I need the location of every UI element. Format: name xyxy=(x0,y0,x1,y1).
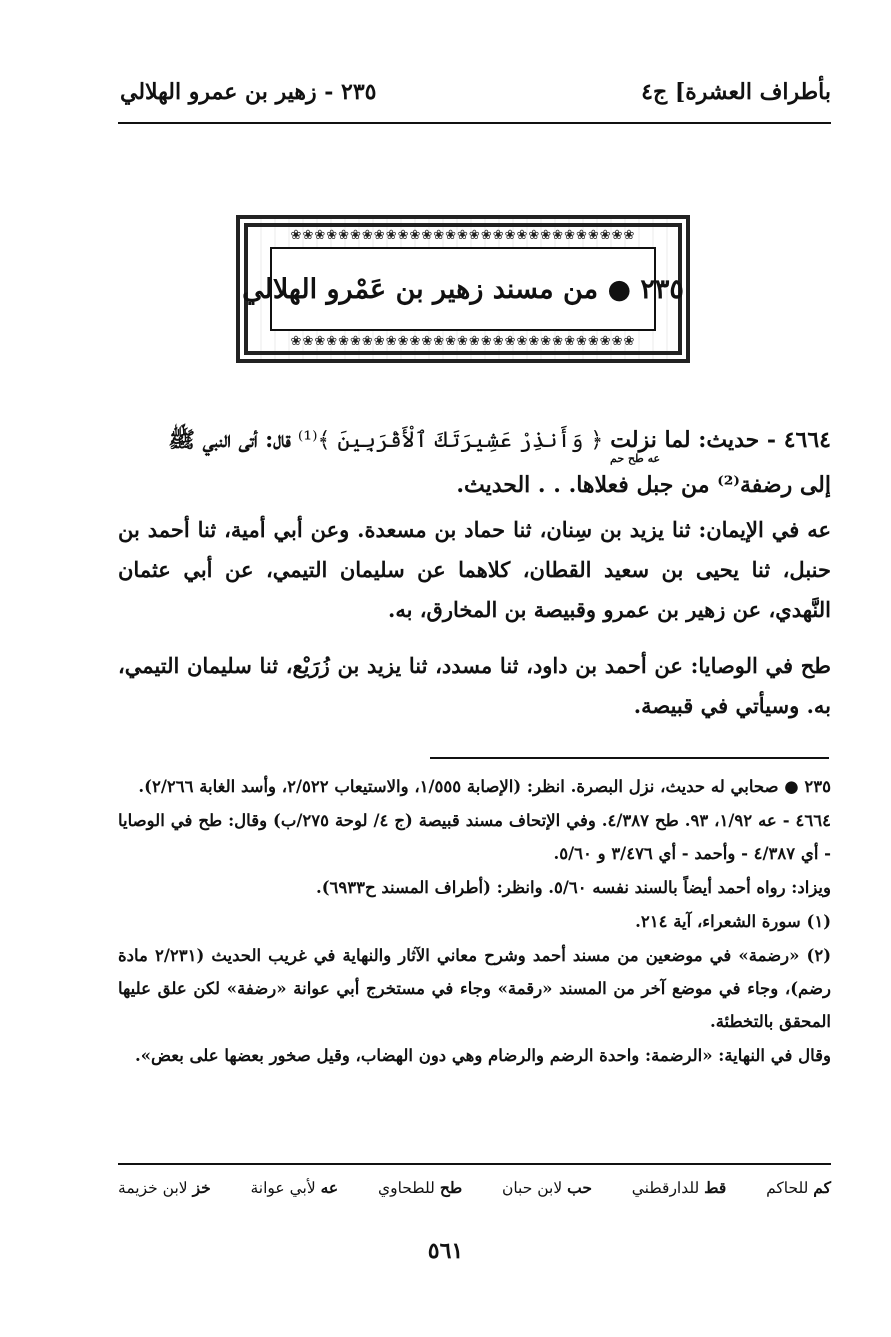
abbreviation-item: طح للطحاوي xyxy=(377,1178,463,1197)
footnote-item: (١) سورة الشعراء، آية ٢١٤. xyxy=(635,912,831,931)
section-heading: ٢٣٥ ● من مسند زهير بن عَمْرو الهلالي xyxy=(242,273,684,305)
footnotes xyxy=(118,770,831,1073)
footnote-item: ويزاد: رواه أحمد أيضاً بالسند نفسه ٥/٦٠. وانظر: (أطراف المسند ح٦٩٣٣). xyxy=(315,878,831,897)
source-markers: عه طح حم xyxy=(610,452,661,465)
frame-inner xyxy=(242,247,684,331)
abbreviation-item: خز لابن خزيمة xyxy=(118,1178,211,1197)
abbreviation-item: قط للدارقطني xyxy=(631,1178,727,1197)
abbreviation-item: حب لابن حبان xyxy=(501,1178,592,1197)
ornament-border-bottom: ❀❀❀❀❀❀❀❀❀❀❀❀❀❀❀❀❀❀❀❀❀❀❀❀❀❀❀❀❀ xyxy=(290,335,636,349)
footnote-item: ٤٦٦٤ - عه ١/٩٢، ٩٣. طح ٤/٣٨٧. وفي الإتحاف مسند قبيصة (ج ٤/ لوحة ٢٧٥/ب) وقال: طح في الوصايا - أي ٤/٣٨٧ - وأحمد - أي ٣/٤٧٦ و ٥/٦٠. xyxy=(118,811,831,863)
ornamental-frame xyxy=(236,215,690,363)
hadith-line-1 xyxy=(118,418,831,463)
ornament-border-top: ❀❀❀❀❀❀❀❀❀❀❀❀❀❀❀❀❀❀❀❀❀❀❀❀❀❀❀❀❀ xyxy=(290,229,636,243)
header-book-title: بأطراف العشرة] ج٤ xyxy=(641,79,831,105)
abbreviations-legend xyxy=(118,1178,831,1208)
paragraph-awana: عه في الإيمان: ثنا يزيد بن سِنان، ثنا حماد بن مسعدة. وعن أبي أمية، ثنا أحمد بن حنبل، ثنا يحيى بن سعيد القطان، كلاهما عن سليمان التيمي، عن أبي عثمان النَّهدي، عن زهير بن عمرو وقبيصة بن المخارق، به. xyxy=(118,517,831,622)
hadith-number: ٤٦٦٤ - حديث: لما نزلت xyxy=(610,427,831,453)
footnote-item: ٢٣٥ ● صحابي له حديث، نزل البصرة. انظر: (الإصابة ١/٥٥٥، والاستيعاب ٢/٥٢٢، وأسد الغابة ٢/٢٦٦). xyxy=(138,777,831,796)
footnote-item: (٢) «رضمة» في موضعين من مسند أحمد وشرح معاني الآثار والنهاية في غريب الحديث (٢/٢٣١ مادة رضم)، وجاء في موضع آخر من المسند «رقمة» وجاء في مستخرج أبي عوانة «رضفة» لكن علق عليها المحقق بالتخطئة. xyxy=(118,946,832,1031)
abbreviations-rule xyxy=(118,1163,831,1165)
footnote-rule xyxy=(430,757,829,759)
hadith-entry xyxy=(118,418,831,507)
page-number: ٥٦١ xyxy=(427,1238,464,1264)
abbreviation-item: عه لأبي عوانة xyxy=(250,1178,339,1197)
abbreviation-item: كم للحاكم xyxy=(766,1178,831,1197)
footnote-item: وقال في النهاية: «الرضمة: واحدة الرضم والرضام وهي دون الهضاب، وقيل صخور بعضها على بعض». xyxy=(134,1046,831,1065)
header-section-title: ٢٣٥ - زهير بن عمرو الهلالي xyxy=(120,79,377,105)
quran-verse: ﴿ وَأَنذِرْ عَشِيرَتَكَ ٱلْأَقْرَبِينَ ﴾⁽¹⁾ xyxy=(297,428,604,453)
header-rule xyxy=(118,122,831,124)
hadith-line-2: إلى رضفة⁽²⁾ من جبل فعلاها. . . الحديث. xyxy=(456,472,831,498)
hadith-continuation: قال: أتى النبي ﷺ xyxy=(168,427,291,453)
running-header xyxy=(120,70,831,114)
paragraph-tahawi: طح في الوصايا: عن أحمد بن داود، ثنا مسدد، ثنا يزيد بن زُرَيْع، ثنا سليمان التيمي، به. وسيأتي في قبيصة. xyxy=(118,653,831,718)
